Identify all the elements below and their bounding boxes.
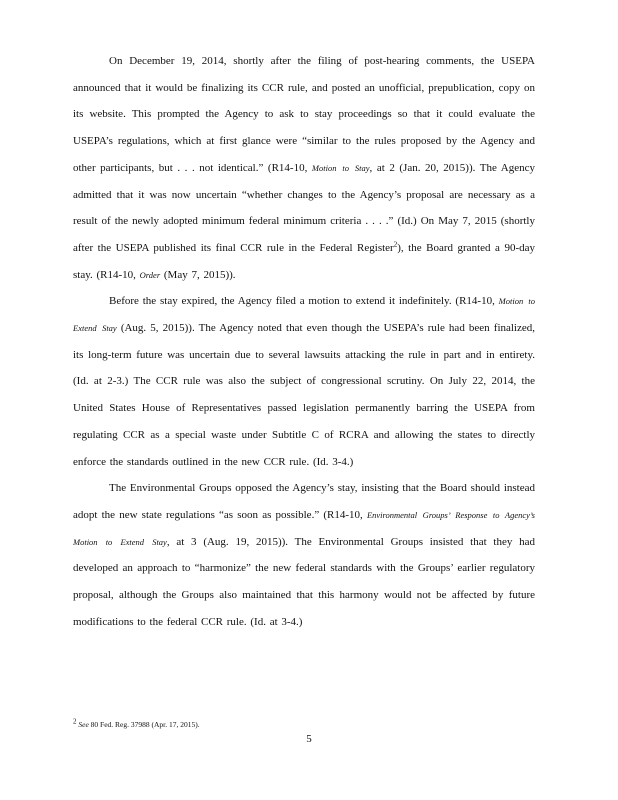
paragraph-text: Before the stay expired, the Agency filed a motion to extend it indefinitely. (R14-10, xyxy=(109,295,499,308)
paragraph-text: ), the Board granted a 90-day stay. (R14-10, xyxy=(73,241,535,281)
paragraph-text: The Environmental Groups opposed the Agency’s stay, insisting that the Board should instead adopt the new state regulations “as soon as possible.” (R14-10, xyxy=(73,482,535,521)
paragraph-text: , at 2 (Jan. 20, 2015)). The Agency admitted that it was now uncertain “whether changes to the Agency’s proposal are necessary as a result of the newly adopted minimum federal minimum criteria . . . .” (Id.) On May 7, 2015 (shortly after the USEPA published its final CCR rule in the Federal Register xyxy=(73,161,535,254)
body-text xyxy=(73,48,535,635)
page-number: 5 xyxy=(306,733,312,745)
paragraph-text: , at 3 (Aug. 19, 2015)). The Environmental Groups insisted that they had developed an approach to “harmonize” the new federal standards with the Groups’ earlier regulatory proposal, although the Groups also maintained that this harmony would not be affected by future modifications to the federal CCR rule. (Id. at 3-4.) xyxy=(73,535,535,628)
footnote xyxy=(73,719,535,730)
footnote-marker: 2 xyxy=(73,717,77,726)
paragraph-text: (May 7, 2015)). xyxy=(160,268,236,281)
citation-title: Motion to Extend Stay xyxy=(73,296,535,334)
citation-title: Order xyxy=(139,269,161,280)
footnote-text: 80 Fed. Reg. 37988 (Apr. 17, 2015). xyxy=(88,720,200,729)
footnote-reference: 2 xyxy=(393,240,398,249)
paragraph-text: (Aug. 5, 2015)). The Agency noted that even though the USEPA’s rule had been finalized, its long-term future was uncertain due to several lawsuits attacking the rule in part and in entirety. (Id. at 2-3.) The CCR rule was also the subject of congressional scrutiny. On July 22, 2014, the United States House of Representatives passed legislation permanently barring the USEPA from regulating CCR as a special waste under Subtitle C of RCRA and allowing the states to directly enforce the standards outlined in the new CCR rule. (Id. 3-4.) xyxy=(73,322,536,468)
citation-title: Environmental Groups’ Response to Agency’s Motion to Extend Stay xyxy=(73,509,535,547)
paragraph xyxy=(73,48,535,288)
paragraph xyxy=(73,475,535,635)
paragraph-text: On December 19, 2014, shortly after the filing of post-hearing comments, the USEPA announced that it would be finalizing its CCR rule, and posted an unofficial, prepublication, copy on its website. This prompted the Agency to ask to stay proceedings so that it could evaluate the USEPA’s regulations, which at first glance were “similar to the rules proposed by the Agency and other participants, but . . . not identical.” (R14-10, xyxy=(73,55,535,174)
footnote-signal: See xyxy=(78,720,89,729)
paragraph xyxy=(73,288,535,475)
citation-title: Motion to Stay xyxy=(311,162,370,173)
